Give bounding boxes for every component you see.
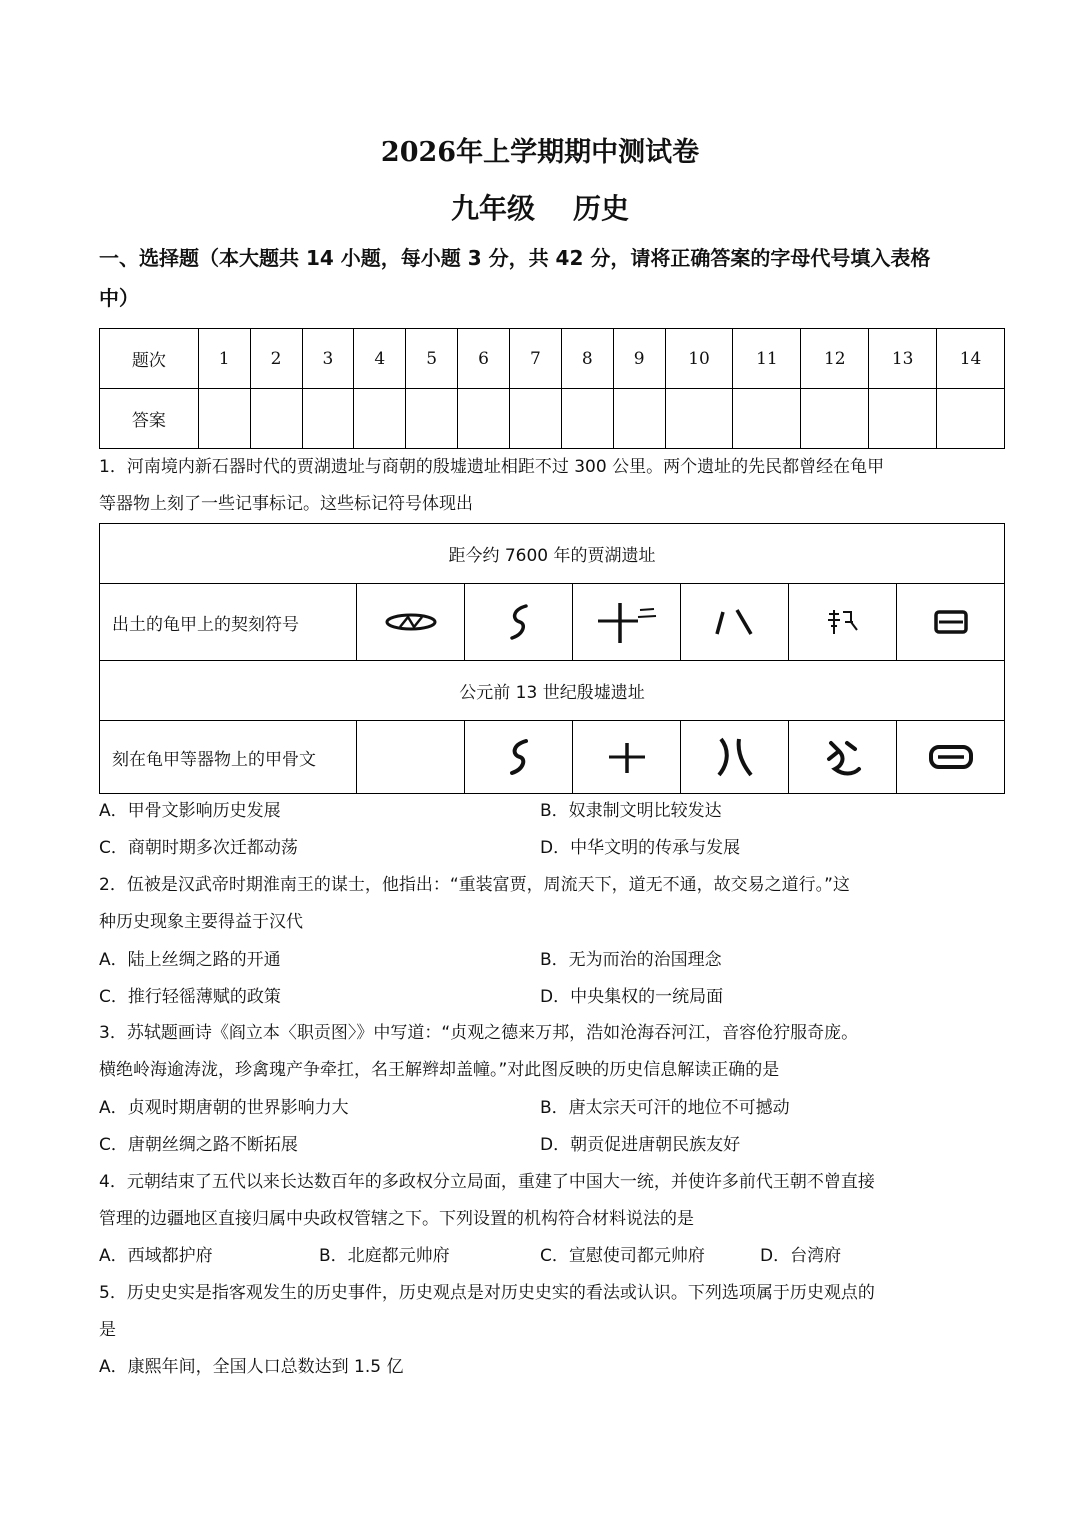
jiahu-symbols-label: 出土的龟甲上的契刻符号 xyxy=(100,584,357,661)
oracle-empty-cell xyxy=(357,721,465,794)
q2-text-line1: 2．伍被是汉武帝时期淮南王的谋士，他指出：“重装富贾，周流天下，道无不通，故交易之道行。”这 xyxy=(99,875,850,895)
answer-cell[interactable] xyxy=(613,389,665,449)
qnum-2: 2 xyxy=(250,329,302,389)
answer-cell[interactable] xyxy=(250,389,302,449)
question-number-label: 题次 xyxy=(100,329,199,389)
qnum-10: 10 xyxy=(665,329,733,389)
qnum-6: 6 xyxy=(458,329,510,389)
answer-cell[interactable] xyxy=(458,389,510,449)
q1-option-b[interactable]: B．奴隶制文明比较发达 xyxy=(540,801,722,821)
oracle-bone-label: 刻在龟甲等器物上的甲骨文 xyxy=(100,721,357,794)
oracle-symbol-ten xyxy=(573,721,681,794)
q4-text-line1: 4．元朝结束了五代以来长达数百年的多政权分立局面，重建了中国大一统，并使许多前代王朝不曾直接 xyxy=(99,1172,875,1192)
qnum-13: 13 xyxy=(869,329,937,389)
qnum-12: 12 xyxy=(801,329,869,389)
q3-option-d[interactable]: D．朝贡促进唐朝民族友好 xyxy=(540,1135,741,1155)
q5-text-line2: 是 xyxy=(99,1320,116,1340)
q5-text-line1: 5．历史史实是指客观发生的历史事件，历史观点是对历史史实的看法或认识。下列选项属于历史观点的 xyxy=(99,1283,875,1303)
qnum-14: 14 xyxy=(937,329,1005,389)
qnum-1: 1 xyxy=(198,329,250,389)
qnum-3: 3 xyxy=(302,329,354,389)
oracle-symbol-s xyxy=(465,721,573,794)
q1-option-d[interactable]: D．中华文明的传承与发展 xyxy=(540,838,741,858)
answer-label: 答案 xyxy=(100,389,199,449)
answer-cell[interactable] xyxy=(869,389,937,449)
answer-cell[interactable] xyxy=(801,389,869,449)
q3-text-line1: 3．苏轼题画诗《阎立本〈职贡图〉》中写道：“贞观之德来万邦，浩如沧海吞河江，音容伧狞服奇庞。 xyxy=(99,1023,859,1043)
q2-text-line2: 种历史现象主要得益于汉代 xyxy=(99,912,303,932)
answer-cell[interactable] xyxy=(510,389,562,449)
jiahu-symbol-ten xyxy=(573,584,681,661)
answer-cell[interactable] xyxy=(198,389,250,449)
jiahu-symbol-figure xyxy=(789,584,897,661)
q5-option-a[interactable]: A．康熙年间，全国人口总数达到 1.5 亿 xyxy=(99,1357,404,1377)
q4-text-line2: 管理的边疆地区直接归属中央政权管辖之下。下列设置的机构符合材料说法的是 xyxy=(99,1209,694,1229)
exam-title: 2026年上学期期中测试卷 xyxy=(380,137,700,168)
answer-cell[interactable] xyxy=(665,389,733,449)
grade-label: 九年级 xyxy=(450,192,535,225)
q3-option-b[interactable]: B．唐太宗天可汗的地位不可撼动 xyxy=(540,1098,790,1118)
answer-cell[interactable] xyxy=(561,389,613,449)
section-heading xyxy=(99,238,989,318)
answer-cell[interactable] xyxy=(937,389,1005,449)
qnum-4: 4 xyxy=(354,329,406,389)
qnum-9: 9 xyxy=(613,329,665,389)
q4-option-c[interactable]: C．宣慰使司都元帅府 xyxy=(540,1246,705,1266)
answer-table-number-row xyxy=(100,329,1005,389)
qnum-7: 7 xyxy=(510,329,562,389)
jiahu-header: 距今约 7600 年的贾湖遗址 xyxy=(100,524,1005,584)
jiahu-symbol-eye xyxy=(357,584,465,661)
q3-option-c[interactable]: C．唐朝丝绸之路不断拓展 xyxy=(99,1135,298,1155)
qnum-11: 11 xyxy=(733,329,801,389)
yinxu-header: 公元前 13 世纪殷墟遗址 xyxy=(100,661,1005,721)
q4-option-a[interactable]: A．西域都护府 xyxy=(99,1246,213,1266)
q1-text-line1: 1．河南境内新石器时代的贾湖遗址与商朝的殷墟遗址相距不过 300 公里。两个遗址的先民都曾经在龟甲 xyxy=(99,457,885,477)
q1-option-c[interactable]: C．商朝时期多次迁都动荡 xyxy=(99,838,298,858)
answer-table-answer-row xyxy=(100,389,1005,449)
section-heading-line1: 一、选择题（本大题共 14 小题，每小题 3 分，共 42 分，请将正确答案的字母代号填入表格 xyxy=(99,246,931,270)
q1-option-a[interactable]: A．甲骨文影响历史发展 xyxy=(99,801,281,821)
answer-table xyxy=(99,328,1005,449)
q2-option-c[interactable]: C．推行轻徭薄赋的政策 xyxy=(99,987,281,1007)
answer-cell[interactable] xyxy=(354,389,406,449)
oracle-symbol-sun xyxy=(897,721,1005,794)
subject-label: 历史 xyxy=(573,192,630,225)
q1-text-line2: 等器物上刻了一些记事标记。这些标记符号体现出 xyxy=(99,494,473,514)
q4-option-b[interactable]: B．北庭都元帅府 xyxy=(319,1246,450,1266)
q3-text-line2: 横绝岭海逾涛泷，珍禽瑰产争牵扛，名王解辫却盖幢。”对此图反映的历史信息解读正确的是 xyxy=(99,1060,780,1080)
section-heading-line2: 中） xyxy=(99,286,139,310)
qnum-5: 5 xyxy=(406,329,458,389)
answer-cell[interactable] xyxy=(406,389,458,449)
q1-glyph-table xyxy=(99,523,1005,794)
jiahu-symbol-s xyxy=(465,584,573,661)
jiahu-symbol-eight xyxy=(681,584,789,661)
q2-option-d[interactable]: D．中央集权的一统局面 xyxy=(540,987,724,1007)
oracle-symbol-figure xyxy=(789,721,897,794)
answer-cell[interactable] xyxy=(733,389,801,449)
q3-option-a[interactable]: A．贞观时期唐朝的世界影响力大 xyxy=(99,1098,349,1118)
q2-option-b[interactable]: B．无为而治的治国理念 xyxy=(540,950,722,970)
exam-subtitle xyxy=(0,187,1080,227)
answer-cell[interactable] xyxy=(302,389,354,449)
jiahu-symbol-sun xyxy=(897,584,1005,661)
q2-option-a[interactable]: A．陆上丝绸之路的开通 xyxy=(99,950,281,970)
q4-option-d[interactable]: D．台湾府 xyxy=(760,1246,842,1266)
oracle-symbol-eight xyxy=(681,721,789,794)
qnum-8: 8 xyxy=(561,329,613,389)
